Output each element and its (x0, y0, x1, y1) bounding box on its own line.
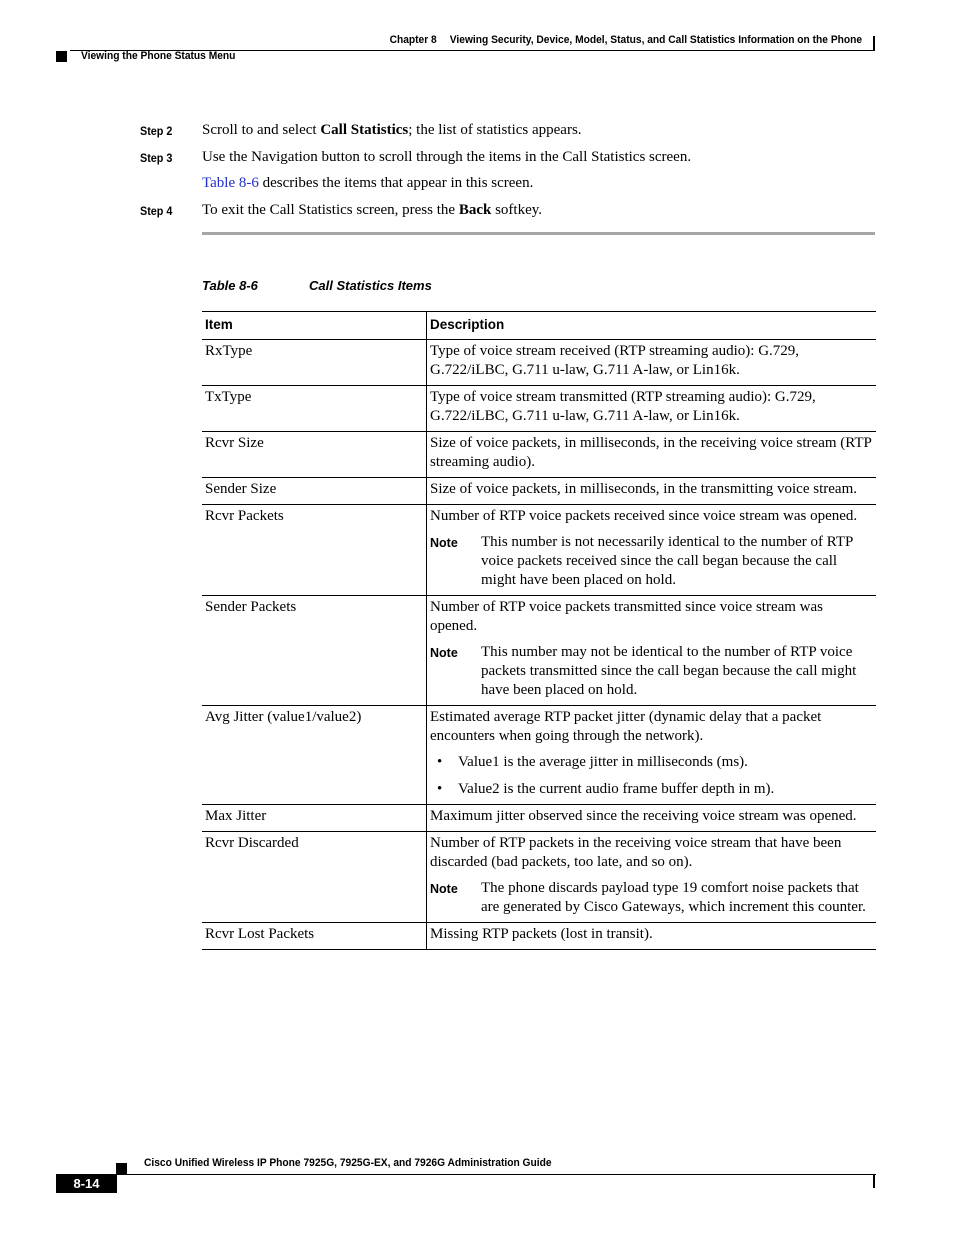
table-header-row (202, 312, 876, 340)
bullet-item: • Value2 is the current audio frame buffer depth in m). (430, 780, 873, 799)
description-cell: Type of voice stream transmitted (RTP streaming audio): G.729, G.722/iLBC, G.711 u-law, G.711 A-law, or Lin16k. (427, 386, 877, 432)
footer-marker (116, 1163, 127, 1174)
table-row (202, 923, 876, 950)
table-number: Table 8-6 (202, 278, 258, 293)
item-cell: Sender Size (202, 478, 427, 505)
page-number: 8-14 (56, 1174, 117, 1193)
footer-tick (873, 1174, 875, 1188)
table-row (202, 596, 876, 706)
bullet-list (430, 753, 873, 799)
note-label: Note (430, 536, 458, 550)
header-tick (873, 36, 875, 51)
item-cell: Rcvr Size (202, 432, 427, 478)
description-text: Number of RTP voice packets received since voice stream was opened. (430, 508, 858, 524)
step-text: Use the Navigation button to scroll through the items in the Call Statistics screen. (202, 149, 692, 165)
description-cell (427, 706, 877, 805)
description-cell (427, 832, 877, 923)
description-cell (427, 505, 877, 596)
step-text-pre: To exit the Call Statistics screen, press the (202, 202, 459, 218)
step-text-post: softkey. (491, 202, 543, 218)
table-row (202, 340, 876, 386)
description-cell: Maximum jitter observed since the receiving voice stream was opened. (427, 805, 877, 832)
step-text-pre: Scroll to and select (202, 122, 321, 138)
procedure-end-rule (202, 232, 875, 235)
item-cell: Max Jitter (202, 805, 427, 832)
table-row (202, 832, 876, 923)
table-row (202, 478, 876, 505)
step-text-bold: Call Statistics (320, 122, 409, 138)
table-row (202, 386, 876, 432)
table-reference (202, 175, 533, 192)
table-row (202, 432, 876, 478)
chapter-header (389, 34, 862, 46)
table-row (202, 706, 876, 805)
note-label: Note (430, 646, 458, 660)
step-text-post: ; the list of statistics appears. (408, 122, 582, 138)
step-text-bold: Back (458, 202, 492, 218)
item-cell: Rcvr Discarded (202, 832, 427, 923)
note (430, 643, 873, 700)
table-title: Call Statistics Items (309, 278, 432, 293)
note-text: This number may not be identical to the number of RTP voice packets transmitted since the call began because the call might have been placed on hold. (481, 644, 857, 698)
item-cell: RxType (202, 340, 427, 386)
call-statistics-table (202, 311, 876, 950)
section-title: Viewing the Phone Status Menu (81, 50, 236, 62)
guide-title: Cisco Unified Wireless IP Phone 7925G, 7925G-EX, and 7926G Administration Guide (144, 1157, 552, 1169)
description-text: Number of RTP packets in the receiving voice stream that have been discarded (bad packets, too late, and so on). (430, 835, 842, 870)
item-cell: TxType (202, 386, 427, 432)
note-text: This number is not necessarily identical to the number of RTP voice packets received since the call began because the call might have been placed on hold. (481, 534, 853, 588)
step-label: Step 4 (140, 204, 173, 218)
description-text: Number of RTP voice packets transmitted since voice stream was opened. (430, 599, 824, 634)
step-text (202, 202, 542, 219)
item-cell: Rcvr Packets (202, 505, 427, 596)
header-marker (56, 51, 67, 62)
chapter-title: Viewing Security, Device, Model, Status, and Call Statistics Information on the Phone (449, 34, 862, 46)
step-label: Step 2 (140, 124, 173, 138)
footer-rule (116, 1174, 876, 1175)
item-cell: Rcvr Lost Packets (202, 923, 427, 950)
table-caption (202, 278, 432, 293)
table-8-6-link[interactable]: Table 8-6 (202, 175, 259, 191)
description-cell: Missing RTP packets (lost in transit). (427, 923, 877, 950)
description-cell: Size of voice packets, in milliseconds, in the receiving voice stream (RTP streaming audio). (427, 432, 877, 478)
table-reference-text: describes the items that appear in this screen. (258, 175, 534, 191)
column-header-item: Item (202, 312, 427, 340)
column-header-description: Description (427, 312, 877, 340)
table-row (202, 505, 876, 596)
description-cell (427, 596, 877, 706)
description-text: Estimated average RTP packet jitter (dynamic delay that a packet encounters when going through the network). (430, 709, 822, 744)
description-cell: Size of voice packets, in milliseconds, in the transmitting voice stream. (427, 478, 877, 505)
description-cell: Type of voice stream received (RTP streaming audio): G.729, G.722/iLBC, G.711 u-law, G.711 A-law, or Lin16k. (427, 340, 877, 386)
bullet-item: • Value1 is the average jitter in milliseconds (ms). (430, 753, 873, 772)
note (430, 879, 873, 917)
chapter-label: Chapter 8 (389, 34, 437, 46)
table-row (202, 805, 876, 832)
item-cell: Sender Packets (202, 596, 427, 706)
note (430, 533, 873, 590)
note-text: The phone discards payload type 19 comfort noise packets that are generated by Cisco Gateways, which increment this counter. (481, 880, 866, 915)
step-text (202, 122, 582, 139)
item-cell: Avg Jitter (value1/value2) (202, 706, 427, 805)
note-label: Note (430, 882, 458, 896)
step-label: Step 3 (140, 151, 173, 165)
